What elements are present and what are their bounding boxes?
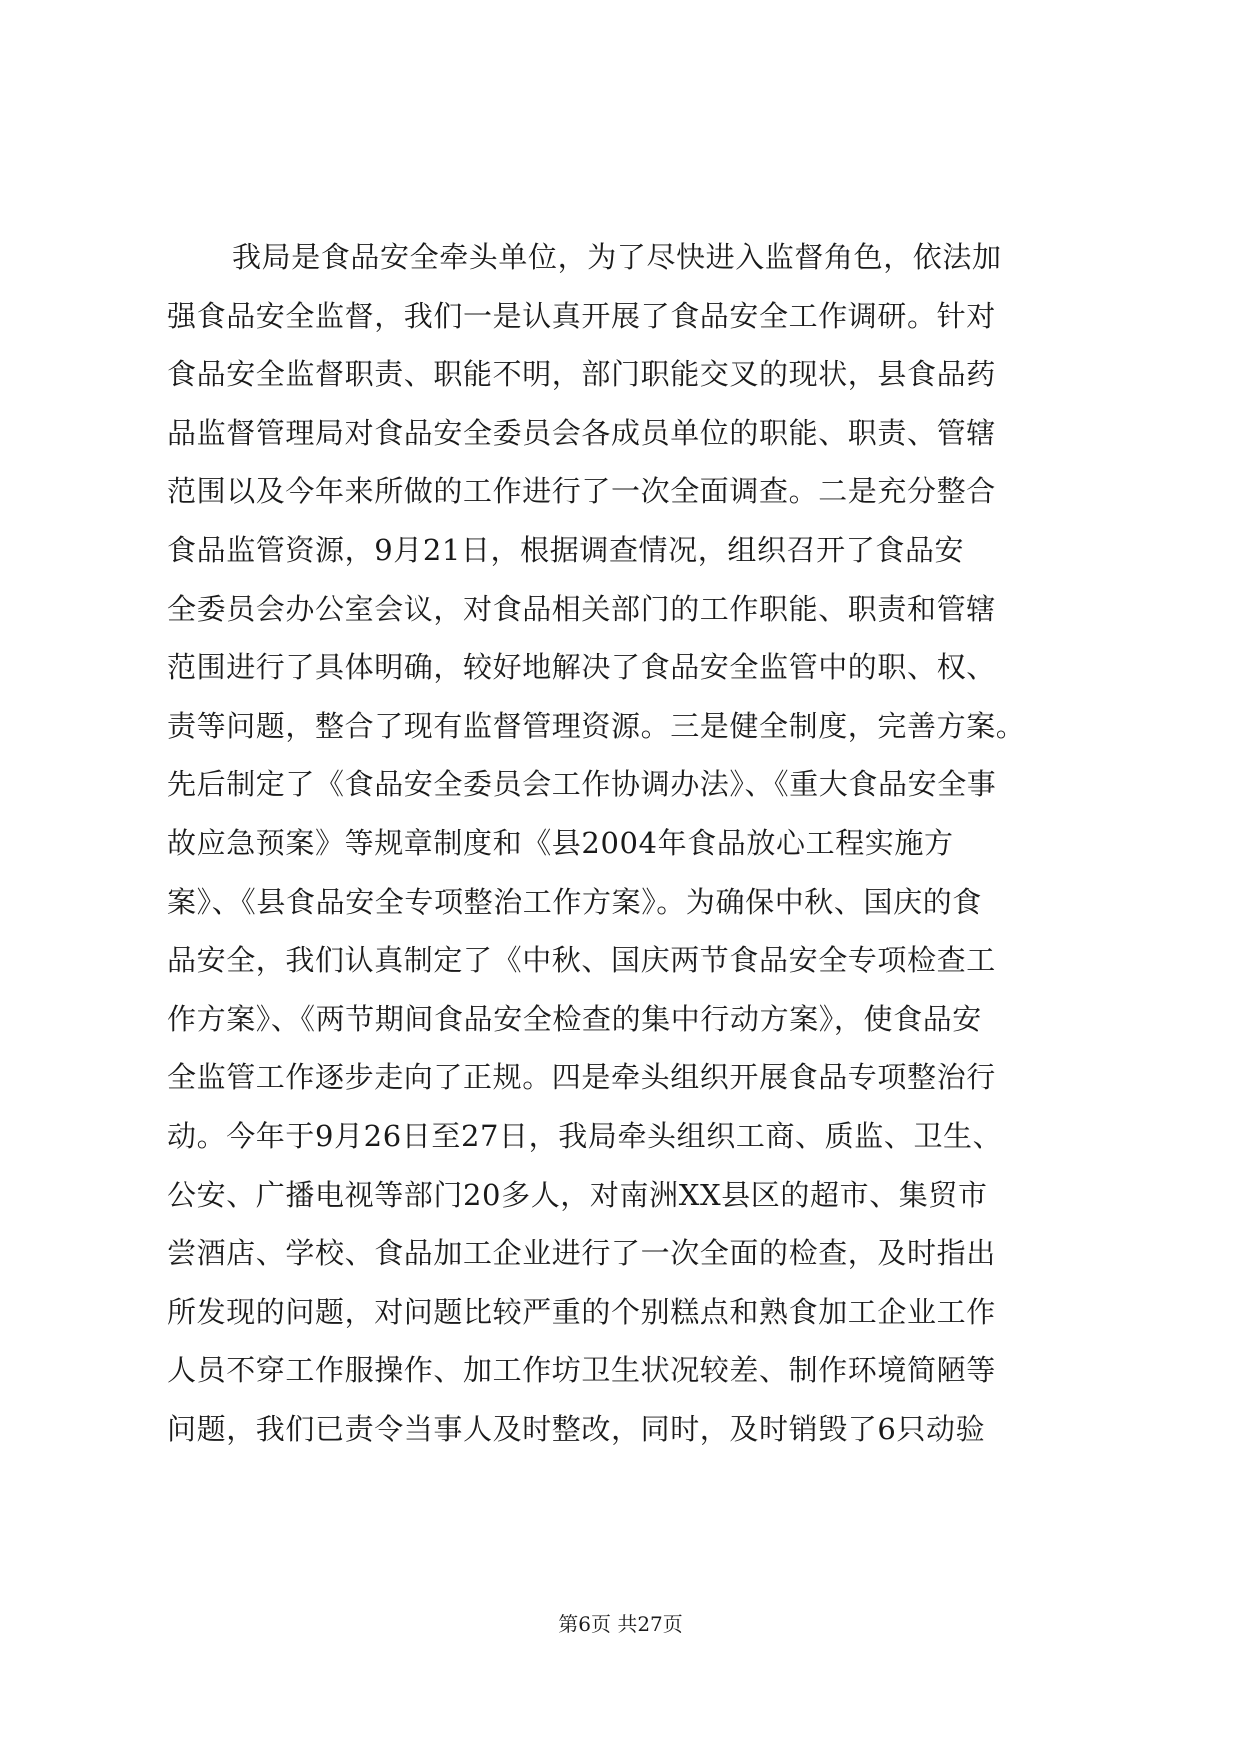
text-line: 动。今年于9月26日至27日，我局牵头组织工商、质监、卫生、 — [167, 1118, 1003, 1153]
text-line: 全委员会办公室会议，对食品相关部门的工作职能、职责和管辖 — [167, 591, 996, 626]
text-line: 所发现的问题，对问题比较严重的个别糕点和熟食加工企业工作 — [167, 1294, 996, 1329]
text-line: 我局是食品安全牵头单位，为了尽快进入监督角色，依法加 — [232, 240, 1002, 274]
text-line: 案》、《县食品安全专项整治工作方案》。为确保中秋、国庆的食 — [167, 884, 982, 919]
text-line: 责等问题，整合了现有监督管理资源。三是健全制度，完善方案。 — [167, 708, 1026, 743]
text-line: 范围以及今年来所做的工作进行了一次全面调查。二是充分整合 — [167, 474, 996, 509]
text-line: 食品安全监督职责、职能不明，部门职能交叉的现状，县食品药 — [167, 357, 996, 392]
text-line: 全监管工作逐步走向了正规。四是牵头组织开展食品专项整治行 — [167, 1060, 996, 1095]
text-line: 作方案》、《两节期间食品安全检查的集中行动方案》，使食品安 — [167, 1001, 982, 1036]
page-footer — [0, 1610, 1241, 1638]
text-line: 故应急预案》等规章制度和《县2004年食品放心工程实施方 — [167, 825, 954, 860]
text-line: 范围进行了具体明确，较好地解决了食品安全监管中的职、权、 — [167, 650, 996, 685]
text-line: 公安、广播电视等部门20多人，对南洲XX县区的超市、集贸市 — [167, 1177, 988, 1212]
text-line: 强食品安全监督，我们一是认真开展了食品安全工作调研。针对 — [167, 298, 996, 333]
text-line: 品监督管理局对食品安全委员会各成员单位的职能、职责、管辖 — [167, 415, 996, 450]
text-line: 品安全，我们认真制定了《中秋、国庆两节食品安全专项检查工 — [167, 943, 996, 978]
page-number-label: 第6页 共27页 — [558, 1612, 683, 1636]
body-paragraph — [167, 228, 1087, 1458]
text-line: 问题，我们已责令当事人及时整改，同时，及时销毁了6只动验 — [167, 1411, 986, 1446]
text-line: 食品监管资源，9月21日，根据调查情况，组织召开了食品安 — [167, 532, 965, 567]
text-line: 尝酒店、学校、食品加工企业进行了一次全面的检查，及时指出 — [167, 1236, 996, 1271]
text-line: 人员不穿工作服操作、加工作坊卫生状况较差、制作环境简陋等 — [167, 1353, 996, 1388]
text-line: 先后制定了《食品安全委员会工作协调办法》、《重大食品安全事 — [167, 767, 997, 802]
